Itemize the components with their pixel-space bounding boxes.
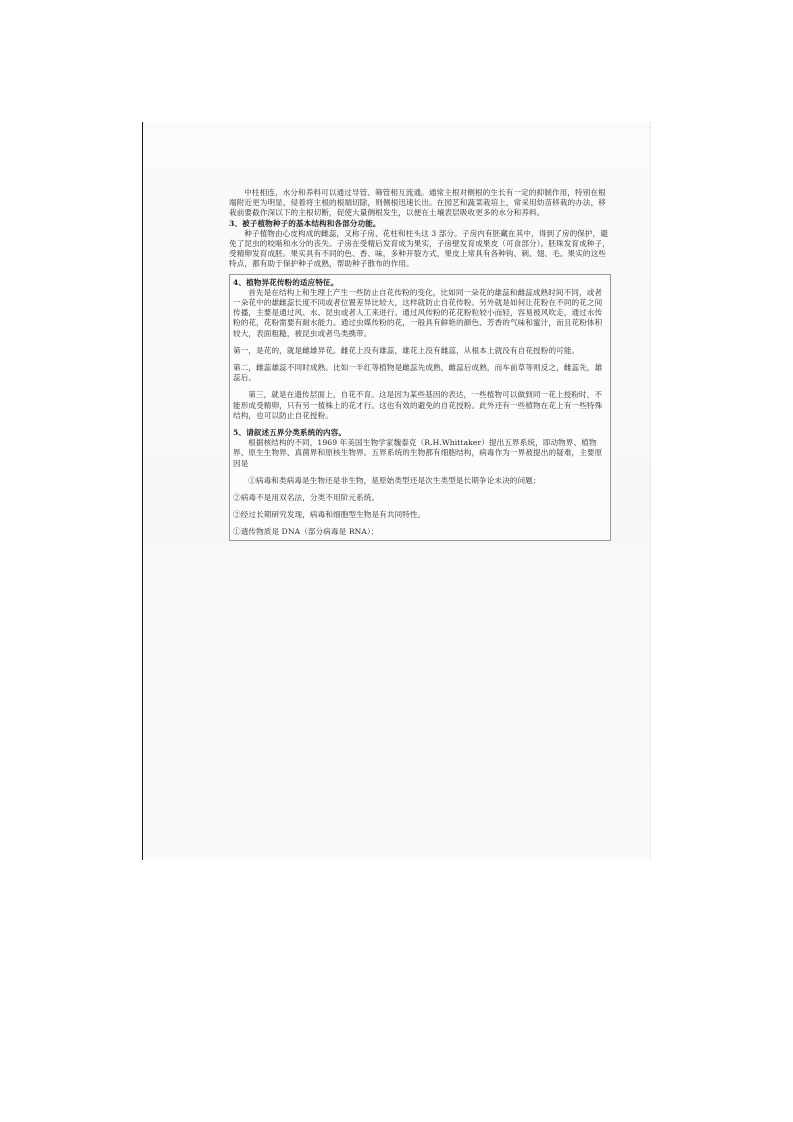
heading-seed-structure: 3、被子植物种子的基本结构和各部分功能。 (229, 218, 381, 228)
paragraph-second-point: 第二，雌蕊雄蕊不同时成熟。比如一半红等植物是雌蕊先成熟，雌蕊后成熟，而车前草等则反之，雌蕊先，雄蕊后。 (233, 363, 603, 383)
list-item-virus-2: ②病毒不是用双名法，分类不用阶元系统。 (233, 493, 380, 503)
scanned-page-edge (650, 122, 652, 860)
paragraph-five-kingdoms: 根据核结构的不同，1969 年美国生物学家魏泰克（R.H.Whittaker）提出五界系统，即动物界、植物界、原生生物界、真菌界和原核生物界。五界系统的生物都有细胞结构，病毒作为一界被提出的疑难，主要原因是 (233, 438, 603, 468)
boxed-section-cross-pollination (229, 274, 611, 541)
paragraph-cross-pollination: 首先是在结构上和生理上产生一些防止自花传粉的变化，比如同一朵花的雄蕊和雌蕊成熟时间不同，或者一朵花中的雄雌蕊长度不同或者位置差异比较大，这样就防止自花传粉。另外就是如何让花粉在不同的花之间传播，主要是通过风、水、昆虫或者人工来进行。通过风传粉的花花粉粒较小而轻，容易被风吹走，通过水传粉的花，花粉需要有耐水能力。通过虫媒传粉的花，一般具有鲜艳的颜色、芳香的气味和蜜汁，而且花粉体积较大，表面粗糙，被昆虫或者鸟类携带。 (233, 287, 603, 338)
list-item-virus-4: ①遗传物质是 DNA（部分病毒是 RNA）； (233, 527, 379, 537)
paragraph-root-growth: 中柱相连，水分和养料可以通过导管、筛管相互流通。通常主根对侧根的生长有一定的抑制作用，特别在根端附近更为明显，侵着将主根的根端切除，则侧根迅速长出。在园艺和蔬菜栽培上，常采用幼苗移栽的办法，移栽前要截作深以下的主根切断，促使大量侧根发生，以便在土壤表层吸收更多的水分和养料。 (229, 188, 606, 218)
list-item-virus-1: ①病毒和类病毒是生物还是非生物，是原始类型还是次生类型是长期争论未决的问题； (248, 475, 541, 485)
paragraph-first-point: 第一，是花的，就是雌雄异花。雌花上没有雄蕊，雄花上没有雌蕊，从根本上就没有自花授粉的可能。 (233, 345, 580, 355)
paragraph-third-point: 第三，就是在遗传层面上，自花不育。这是因为某些基因的表达，一些植物可以做到同一花上授粉时，不能形成受精卵，只有另一植株上的花才行。这也有效的避免的自花授粉。此外还有一些植物在花上有一些特殊结构，也可以防止自花授粉。 (233, 390, 603, 420)
document-body (229, 188, 611, 541)
list-item-virus-3: ②经过长期研究发现，病毒和细胞型生物是有共同特性。 (233, 510, 426, 520)
heading-five-kingdoms: 5、请叙述五界分类系统的内容。 (233, 428, 347, 438)
paragraph-seed-structure: 种子植物由心皮构成的雌蕊，又称子房、花柱和柱头这 3 部分。子房内有胚藏在其中，得到了房的保护，避免了昆虫的咬啮和水分的丧失。子房在受精后发育成为果实，子房壁发育成果皮（可食部分）。胚珠发育成种子，受精卵发育成胚。果实具有不同的色、香、味，多种开裂方式，果皮上常具有各种钩、刺、翅、毛。果实的这些特点，都有助于保护种子成熟，帮助种子散布的作用。 (229, 228, 610, 269)
heading-cross-pollination: 4、植物异花传粉的适应特征。 (233, 277, 339, 287)
